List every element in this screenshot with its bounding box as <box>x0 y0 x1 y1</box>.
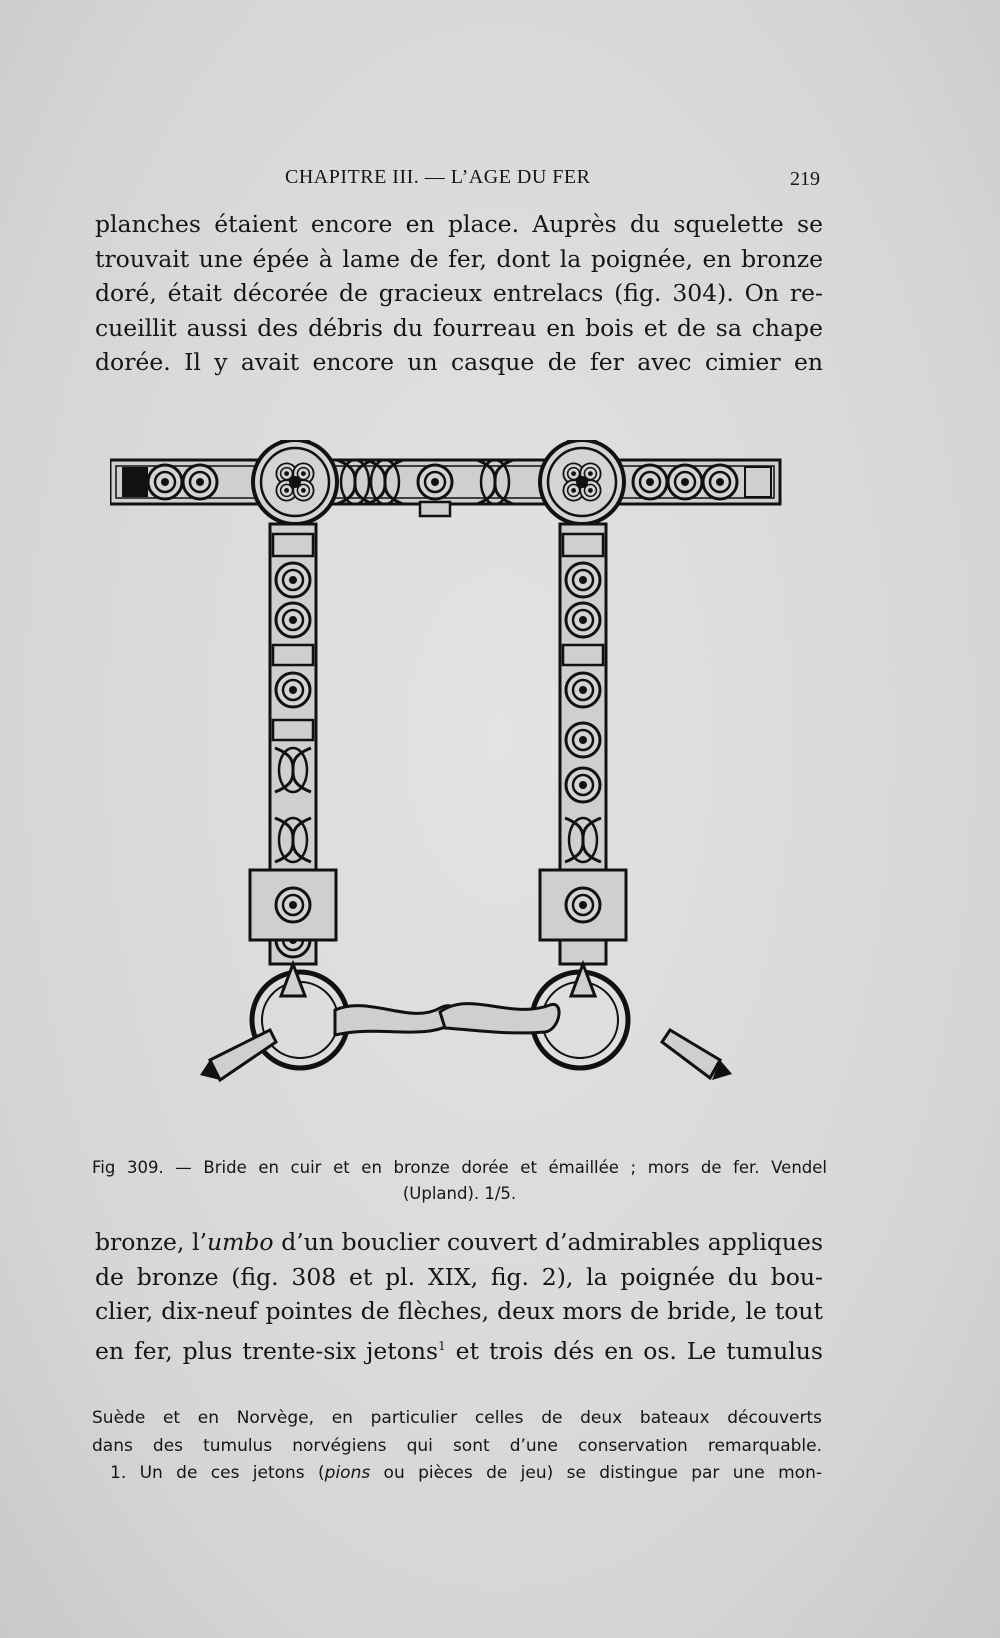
text-line: clier, dix-neuf pointes de flèches, deux mors de bride, le tout <box>95 1297 823 1325</box>
text-run: Un de ces jetons ( <box>126 1463 325 1483</box>
italic-term: umbo <box>206 1228 274 1256</box>
body-paragraph-bottom <box>95 1225 823 1368</box>
footnotes <box>92 1405 822 1488</box>
text-line: cueillit aussi des débris du fourreau en bois et de sa chape <box>95 313 823 342</box>
footnote-marker: 1 <box>438 1338 446 1353</box>
text-run: ou pièces de jeu) se distingue par une mon- <box>370 1463 822 1483</box>
footnote-line <box>92 1460 822 1488</box>
text-line: dorée. Il y avait encore un casque de fer avec cimier en <box>95 348 823 376</box>
text-run: bronze, l’ <box>95 1228 207 1256</box>
body-paragraph-top <box>95 207 823 380</box>
right-junction-medallion <box>540 440 624 524</box>
running-head <box>95 166 820 196</box>
text-run: et trois dés en os. Le tumulus <box>445 1336 823 1365</box>
text-line: doré, était décorée de gracieux entrelacs (fig. 304). On re- <box>95 279 823 307</box>
footnote-line: Suède et en Norvège, en particulier celles de deux bateaux découverts <box>92 1408 822 1428</box>
right-cheek-bar <box>662 1030 720 1078</box>
text-line <box>95 1329 823 1368</box>
chapter-title: CHAPITRE III. — L’AGE DU FER <box>285 166 591 188</box>
footnote-line: dans des tumulus norvégiens qui sont d’une conservation remarquable. <box>92 1435 822 1456</box>
bridle-illustration <box>110 440 820 1150</box>
figure-caption <box>92 1155 827 1207</box>
footnote-number: 1. <box>110 1463 127 1483</box>
text-line: planches étaient encore en place. Auprès du squelette se <box>95 210 823 238</box>
text-line: de bronze (fig. 308 et pl. XIX, fig. 2), la poignée du bou- <box>95 1262 823 1291</box>
caption-line: (Upland). 1/5. <box>402 1184 517 1203</box>
left-junction-medallion <box>253 440 337 524</box>
italic-term: pions <box>324 1463 371 1483</box>
bit-mouthpiece <box>335 1006 457 1035</box>
caption-line: Fig 309. — Bride en cuir et en bronze dorée et émaillée ; mors de fer. Vendel <box>92 1158 827 1177</box>
page-number: 219 <box>790 168 820 190</box>
text-run: en fer, plus trente-six jetons <box>95 1336 439 1365</box>
text-line: trouvait une épée à lame de fer, dont la poignée, en bronze <box>95 244 823 273</box>
text-run: d’un bouclier couvert d’admirables appliques <box>273 1228 824 1256</box>
text-line <box>95 1225 823 1260</box>
bridle-engraving-figure <box>110 440 820 1150</box>
